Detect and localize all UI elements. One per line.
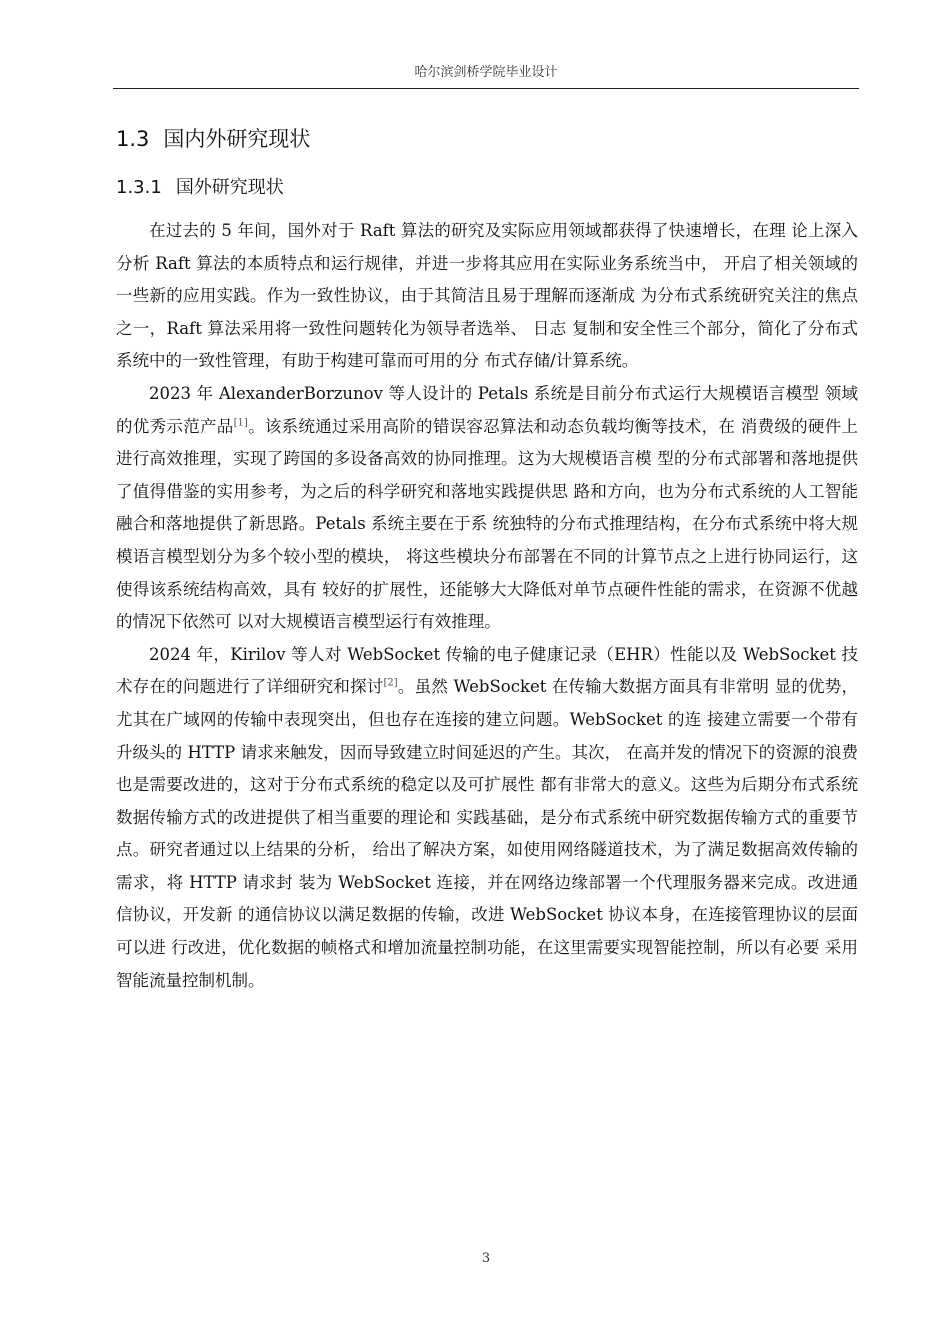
running-header: 哈尔滨剑桥学院毕业设计: [414, 65, 558, 80]
header-rule: [113, 88, 859, 89]
subsection-title: 国外研究现状: [175, 177, 284, 198]
subsection-heading: [116, 174, 284, 202]
citation-2: [2]: [383, 677, 398, 689]
body-text: [116, 215, 858, 997]
paragraph-2: [116, 378, 858, 639]
section-title: 国内外研究现状: [163, 127, 311, 151]
page-number: 3: [481, 1251, 491, 1266]
section-number: 1.3: [116, 127, 150, 151]
paragraph-2-text-before: 2023 年 AlexanderBorzunov 等人设计的 Petals 系统是目前分布式运行大规模语言模型 领域的优秀示范产品: [116, 383, 858, 436]
paragraph-1: 在过去的 5 年间，国外对于 Raft 算法的研究及实际应用领域都获得了快速增长，在理 论上深入分析 Raft 算法的本质特点和运行规律，并进一步将其应用在实际业务系统当中， 开启了相关领域的一些新的应用实践。作为一致性协议，由于其简洁且易于理解而逐渐成 为分布式系统研究关注的焦点之一，Raft 算法采用将一致性问题转化为领导者选举、 日志 复制和安全性三个部分，简化了分布式系统中的一致性管理，有助于构建可靠而可用的分 布式存储/计算系统。: [116, 221, 858, 371]
section-heading: [116, 124, 310, 154]
paragraph-3: [116, 639, 858, 998]
paragraph-3-text-before: 2024 年，Kirilov 等人对 WebSocket 传输的电子健康记录（EHR）性能以及 WebSocket 技术存在的问题进行了详细研究和探讨: [116, 644, 858, 697]
paragraph-2-text-after: 。该系统通过采用高阶的错误容忍算法和动态负载均衡等技术，在 消费级的硬件上进行高效推理，实现了跨国的多设备高效的协同推理。这为大规模语言模 型的分布式部署和落地提供了值得借鉴的实用参考，为之后的科学研究和落地实践提供思 路和方向，也为分布式系统的人工智能融合和落地提供了新思路。Petals 系统主要在于系 统独特的分布式推理结构，在分布式系统中将大规模语言模型划分为多个较小型的模块， 将这些模块分布部署在不同的计算节点之上进行协同运行，这使得该系统结构高效，具有 较好的扩展性，还能够大大降低对单节点硬件性能的需求，在资源不优越的情况下依然可 以对大规模语言模型运行有效推理。: [116, 416, 859, 632]
paragraph-3-text-after: 。虽然 WebSocket 在传输大数据方面具有非常明 显的优势，尤其在广域网的传输中表现突出，但也存在连接的建立问题。WebSocket 的连 接建立需要一个带有升级头的 HTTP 请求来触发，因而导致建立时间延迟的产生。其次， 在高并发的情况下的资源的浪费也是需要改进的，这对于分布式系统的稳定以及可扩展性 都有非常大的意义。这些为后期分布式系统数据传输方式的改进提供了相当重要的理论和 实践基础，是分布式系统中研究数据传输方式的重要节点。研究者通过以上结果的分析， 给出了解决方案，如使用网络隧道技术，为了满足数据高效传输的需求，将 HTTP 请求封 装为 WebSocket 连接，并在网络边缘部署一个代理服务器来完成。改进通信协议，开发新 的通信协议以满足数据的传输，改进 WebSocket 协议本身，在连接管理协议的层面可以进 行改进，优化数据的帧格式和增加流量控制功能，在这里需要实现智能控制，所以有必要 采用智能流量控制机制。: [116, 677, 858, 990]
citation-1: [1]: [233, 417, 248, 429]
subsection-number: 1.3.1: [116, 177, 162, 198]
